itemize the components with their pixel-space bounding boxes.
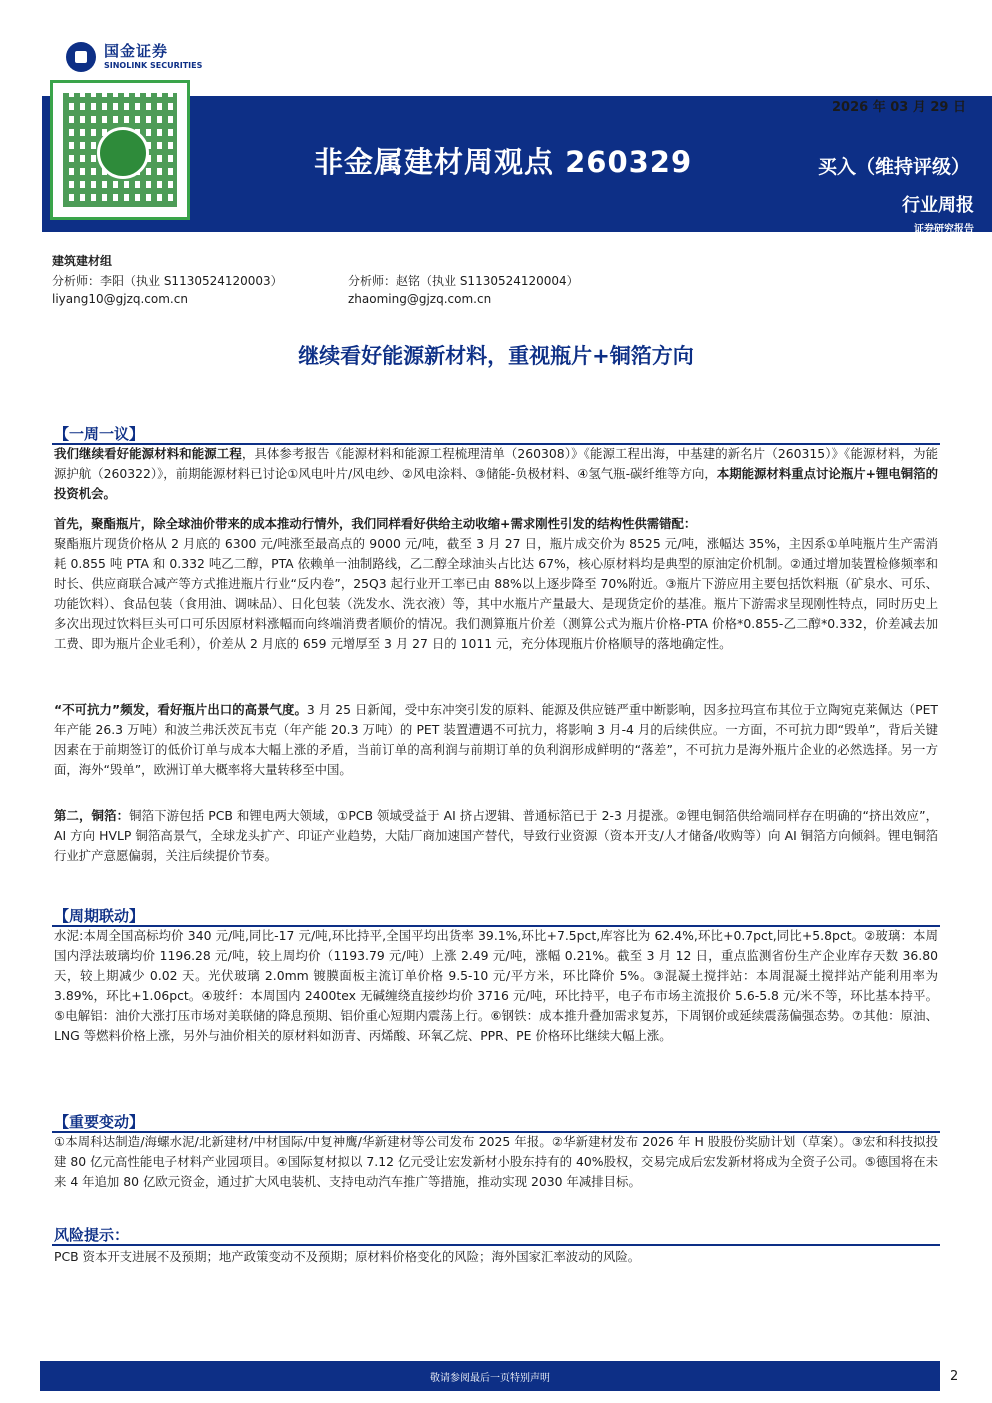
paragraph-cycle: 水泥:本周全国高标均价 340 元/吨,同比-17 元/吨,环比持平,全国平均出货率 39.1%,环比+7.5pct,库容比为 62.4%,环比+0.7pct,同比+5.8pct。②玻璃：本周国内浮法玻璃均价 1196.28 元/吨，较上周均价（1193.79 元/吨）上涨 2.49 元/吨，涨幅 0.21%。截至 3 月 12 日，重点监测省份生产企业库存天数 36.80 天，较上期减少 0.02 天。光伏玻璃 2.0mm 镀膜面板主流订单价格 9.5-10 元/平方米，环比降价 5%。③混凝土搅拌站：本周混凝土搅拌站产能利用率为 3.89%，环比+1.06pct。④玻纤：本周国内 2400tex 无碱缠绕直接纱均价 3716 元/吨，环比持平，电子布市场主流报价 5.6-5.8 元/米不等，环比基本持平。⑤电解铝：油价大涨打压市场对美联储的降息预期、铝价重心短期内震荡上行。⑥钢铁：成本推升叠加需求复苏，下周钢价或延续震荡偏强态势。⑦其他：原油、LNG 等燃料价格上涨，另外与油价相关的原材料如沥青、丙烯酸、环氧乙烷、PPR、PE 价格环比继续大幅上涨。 bbox=[54, 928, 938, 1043]
footer-bar bbox=[40, 1361, 940, 1391]
section-heading-risk: 风险提示： bbox=[54, 1226, 130, 1244]
report-title: 非金属建材周观点 260329 bbox=[314, 145, 693, 179]
analyst-1-line: 分析师：李阳（执业 S1130524120003） bbox=[52, 274, 283, 288]
analyst-2-email[interactable]: zhaoming@gjzq.com.cn bbox=[348, 292, 492, 306]
company-logo bbox=[62, 38, 252, 78]
report-type: 行业周报 bbox=[902, 195, 974, 216]
analyst-2-line: 分析师：赵铭（执业 S1130524120004） bbox=[348, 274, 579, 288]
section-heading-weekly: 【一周一议】 bbox=[54, 425, 145, 443]
paragraph-force-majeure bbox=[54, 700, 938, 780]
rating-label: 买入（维持评级） bbox=[818, 156, 971, 178]
paragraph-intro bbox=[54, 444, 938, 504]
copper-lead: 第二，铜箔： bbox=[54, 808, 130, 823]
qr-code-icon[interactable] bbox=[50, 80, 190, 220]
force-body: 3 月 25 日新闻，受中东冲突引发的原料、能源及供应链严重中断影响，因多拉玛宣布其位于立陶宛克莱佩达（PET 年产能 26.3 万吨）和波兰弗沃茨瓦韦克（年产能 20.3 万吨）的 PET 装置遭遇不可抗力，将影响 3 月-4 月的后续供应。一方面，不可抗力即“毁单”，背后关键因素在于前期签订的低价订单与成本大幅上涨的矛盾，当前订单的高利润与前期订单的负利润形成鲜明的“落差”，不可抗力是海外瓶片企业的必然选择。另一方面，海外“毁单”，欧洲订单大概率将大量转移至中国。 bbox=[54, 702, 938, 777]
paragraph-bottle-chip bbox=[54, 514, 938, 654]
copper-body: 铜箔下游包括 PCB 和锂电两大领域，①PCB 领域受益于 AI 挤占逻辑、普通标箔已于 2-3 月提涨。②锂电铜箔供给端同样存在明确的“挤出效应”，AI 方向 HVLP 铜箔高景气，全球龙头扩产、印证产业趋势，大陆厂商加速国产替代，导致行业资源（资本开支/人才储备/收购等）向 AI 铜箔方向倾斜。锂电铜箔行业扩产意愿偏弱，关注后续提价节奏。 bbox=[54, 808, 938, 863]
paragraph-copper-foil bbox=[54, 806, 938, 866]
intro-body: ，具体参考报告《能源材料和能源工程梳理清单（260308）》《能源工程出海，中基建的新名片（260315）》《能源材料，为能源护航（260322）》，前期能源材料已讨论①风电叶片/风电纱、②风电涂料、③储能-负极材料、④氢气瓶-碳纤维等方向， bbox=[54, 446, 938, 481]
force-lead: “不可抗力”频发，看好瓶片出口的高景气度。 bbox=[54, 702, 307, 717]
logo-en-text: SINOLINK SECURITIES bbox=[104, 61, 203, 70]
report-subtype: 证券研究报告 bbox=[914, 224, 974, 235]
section-heading-cycle: 【周期联动】 bbox=[54, 907, 145, 925]
footer-disclaimer: 敬请参阅最后一页特别声明 bbox=[430, 1373, 550, 1384]
section-heading-changes: 【重要变动】 bbox=[54, 1113, 145, 1131]
paragraph-risk: PCB 资本开支进展不及预期；地产政策变动不及预期；原材料价格变化的风险；海外国家汇率波动的风险。 bbox=[54, 1249, 641, 1264]
section-divider bbox=[52, 1244, 940, 1246]
qr-logo-icon bbox=[97, 127, 149, 179]
bottle-lead: 首先，聚酯瓶片，除全球油价带来的成本推动行情外，我们同样看好供给主动收缩+需求刚性引发的结构性供需错配： bbox=[54, 516, 697, 531]
logo-cn-text: 国金证券 bbox=[104, 42, 169, 60]
page-number: 2 bbox=[950, 1369, 959, 1384]
report-date: 2026 年 03 月 29 日 bbox=[832, 100, 966, 115]
paragraph-changes: ①本周科达制造/海螺水泥/北新建材/中材国际/中复神鹰/华新建材等公司发布 2025 年报。②华新建材发布 2026 年 H 股股份奖励计划（草案）。③宏和科技拟投建 80 亿元高性能电子材料产业园项目。④国际复材拟以 7.12 亿元受让宏发新材小股东持有的 40%股权，交易完成后宏发新材将成为全资子公司。⑤德国将在未来 4 年追加 80 亿欧元资金，通过扩大风电装机、支持电动汽车推广等措施，推动实现 2030 年减排目标。 bbox=[54, 1134, 938, 1189]
bottle-body: 聚酯瓶片现货价格从 2 月底的 6300 元/吨涨至最高点的 9000 元/吨，截至 3 月 27 日，瓶片成交价为 8525 元/吨，涨幅达 35%，主因系①单吨瓶片生产需消耗 0.855 吨 PTA 和 0.332 吨乙二醇，PTA 依赖单一油制路线，乙二醇全球油头占比达 67%，核心原材料均是典型的原油定价机制。②通过增加装置检修频率和时长、供应商联合减产等方式推进瓶片行业“反内卷”，25Q3 起行业开工率已由 88%以上逐步降至 70%附近。③瓶片下游应用主要包括饮料瓶（矿泉水、可乐、功能饮料）、食品包装（食用油、调味品）、日化包装（洗发水、洗衣液）等，其中水瓶片产量最大、是现货定价的基准。瓶片下游需求呈现刚性特点，同时历史上多次出现过饮料巨头可口可乐因原材料涨幅而向终端消费者顺价的情况。我们测算瓶片价差（测算公式为瓶片价格-PTA 价格*0.855-乙二醇*0.332，价差减去加工费、即为瓶片企业毛利），价差从 2 月底的 659 元增厚至 3 月 27 日的 1011 元，充分体现瓶片价格顺导的落地确定性。 bbox=[54, 536, 938, 651]
analyst-1-email[interactable]: liyang10@gjzq.com.cn bbox=[52, 292, 188, 306]
research-group: 建筑建材组 bbox=[52, 254, 113, 268]
intro-lead: 我们继续看好能源材料和能源工程 bbox=[54, 446, 242, 461]
logo-mark-icon bbox=[66, 42, 96, 72]
report-subtitle: 继续看好能源新材料，重视瓶片+铜箔方向 bbox=[298, 344, 694, 368]
intro-tail: 本期能源材料重点讨论瓶片+锂电铜箔的投资机会。 bbox=[54, 466, 938, 501]
